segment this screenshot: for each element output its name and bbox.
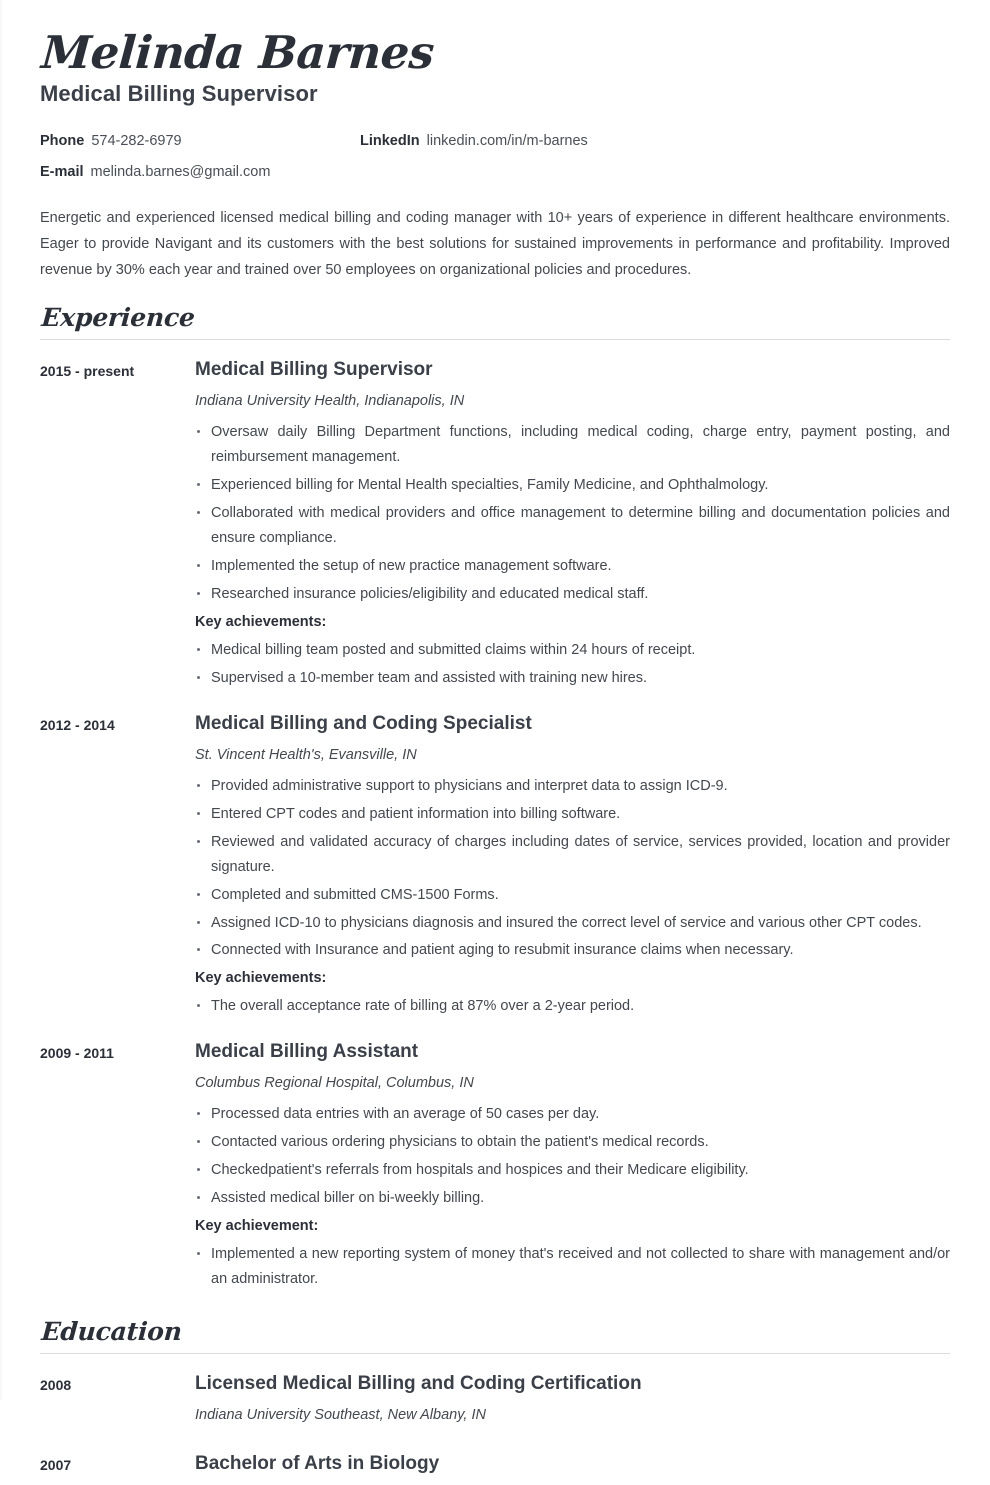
contact-linkedin [360,133,588,149]
experience-entry-title: Medical Billing Supervisor [195,359,433,381]
contact-email [40,164,360,180]
list-item: Entered CPT codes and patient information into billing software. [195,802,950,827]
education-heading [40,1317,953,1354]
list-item: Oversaw daily Billing Department functions, including medical coding, charge entry, payment posting, and reimbursement management. [195,420,950,470]
list-item: Researched insurance policies/eligibility and educated medical staff. [195,582,950,607]
list-item: Assigned ICD-10 to physicians diagnosis and insured the correct level of service and various other CPT codes. [195,911,950,936]
experience-entry-date: 2012 - 2014 [40,716,115,733]
list-item: Collaborated with medical providers and office management to determine billing and documentation policies and ensure compliance. [195,501,950,551]
education-section [40,1317,950,1485]
experience-responsibility-list [195,420,950,607]
list-item: Contacted various ordering physicians to obtain the patient's medical records. [195,1130,950,1155]
education-entry-body [195,1452,950,1485]
experience-entry-date: 2009 - 2011 [40,1045,114,1062]
email-value[interactable]: melinda.barnes@gmail.com [90,164,271,180]
experience-achievement-list [195,1242,950,1292]
education-entry-date: 2008 [40,1376,72,1393]
education-entry-list [40,1372,950,1485]
experience-entry [40,358,950,693]
experience-entry-date: 2015 - present [40,363,135,380]
list-item: Supervised a 10-member team and assisted with training new hires. [195,666,950,691]
list-item: Experienced billing for Mental Health specialties, Family Medicine, and Ophthalmology. [195,473,950,498]
education-entry [40,1452,950,1485]
candidate-job-title: Medical Billing Supervisor [40,81,318,106]
education-entry-date: 2007 [40,1456,72,1473]
experience-section [40,303,950,1295]
linkedin-value[interactable]: linkedin.com/in/m-barnes [426,133,588,149]
experience-achievements-label: Key achievement: [195,1218,319,1235]
contact-row-2 [40,164,950,180]
candidate-name: Melinda Barnes [39,26,436,79]
education-entry-body [195,1372,950,1434]
experience-entry-body [195,712,950,1022]
education-entry-organization: Indiana University Southeast, New Albany, IN [195,1406,486,1423]
phone-value[interactable]: 574-282-6979 [91,133,182,149]
experience-entry-body [195,358,950,693]
experience-entry-body [195,1040,950,1295]
list-item: Connected with Insurance and patient aging to resubmit insurance claims when necessary. [195,938,950,963]
professional-summary: Energetic and experienced licensed medical billing and coding manager with 10+ years of experience in different healthcare environments. Eager to provide Navigant and its customers with the best solutions for sustained improvements in performance and profitability. Improved revenue by 30% each year and trained over 50 employees on organizational policies and procedures. [40,210,950,278]
experience-entry-title: Medical Billing Assistant [195,1041,419,1063]
experience-entry-list [40,358,950,1295]
experience-achievements-label: Key achievements: [195,614,327,630]
experience-achievement-list [195,638,950,691]
experience-achievement-list [195,994,950,1019]
list-item: Medical billing team posted and submitted claims within 24 hours of receipt. [195,638,950,663]
education-heading-text: Education [40,1316,183,1346]
experience-entry-organization: St. Vincent Health's, Evansville, IN [195,746,417,763]
experience-entry-organization: Columbus Regional Hospital, Columbus, IN [195,1075,474,1092]
list-item: Processed data entries with an average of 50 cases per day. [195,1102,950,1127]
experience-heading [40,303,953,340]
education-entry-title: Licensed Medical Billing and Coding Certification [195,1372,642,1394]
experience-responsibility-list [195,774,950,964]
list-item: The overall acceptance rate of billing at 87% over a 2-year period. [195,994,950,1019]
email-label: E-mail [40,164,84,180]
phone-label: Phone [40,133,85,149]
list-item: Provided administrative support to physicians and interpret data to assign ICD-9. [195,774,950,799]
contact-block [40,133,950,180]
education-entry [40,1372,950,1434]
experience-entry [40,712,950,1022]
experience-responsibility-list [195,1102,950,1211]
experience-entry-organization: Indiana University Health, Indianapolis, IN [195,393,465,410]
experience-entry-title: Medical Billing and Coding Specialist [195,712,532,734]
contact-row-1 [40,133,950,149]
experience-heading-text: Experience [40,303,196,333]
contact-phone [40,133,360,149]
list-item: Implemented a new reporting system of money that's received and not collected to share with management and/or an administrator. [195,1242,950,1292]
list-item: Reviewed and validated accuracy of charges including dates of service, services provided, location and provider signature. [195,830,950,880]
list-item: Implemented the setup of new practice management software. [195,554,950,579]
list-item: Assisted medical biller on bi-weekly billing. [195,1186,950,1211]
education-entry-title: Bachelor of Arts in Biology [195,1452,440,1474]
linkedin-label: LinkedIn [360,133,420,149]
list-item: Checkedpatient's referrals from hospitals and hospices and their Medicare eligibility. [195,1158,950,1183]
list-item: Completed and submitted CMS-1500 Forms. [195,883,950,908]
experience-achievements-label: Key achievements: [195,970,327,987]
experience-entry [40,1040,950,1295]
